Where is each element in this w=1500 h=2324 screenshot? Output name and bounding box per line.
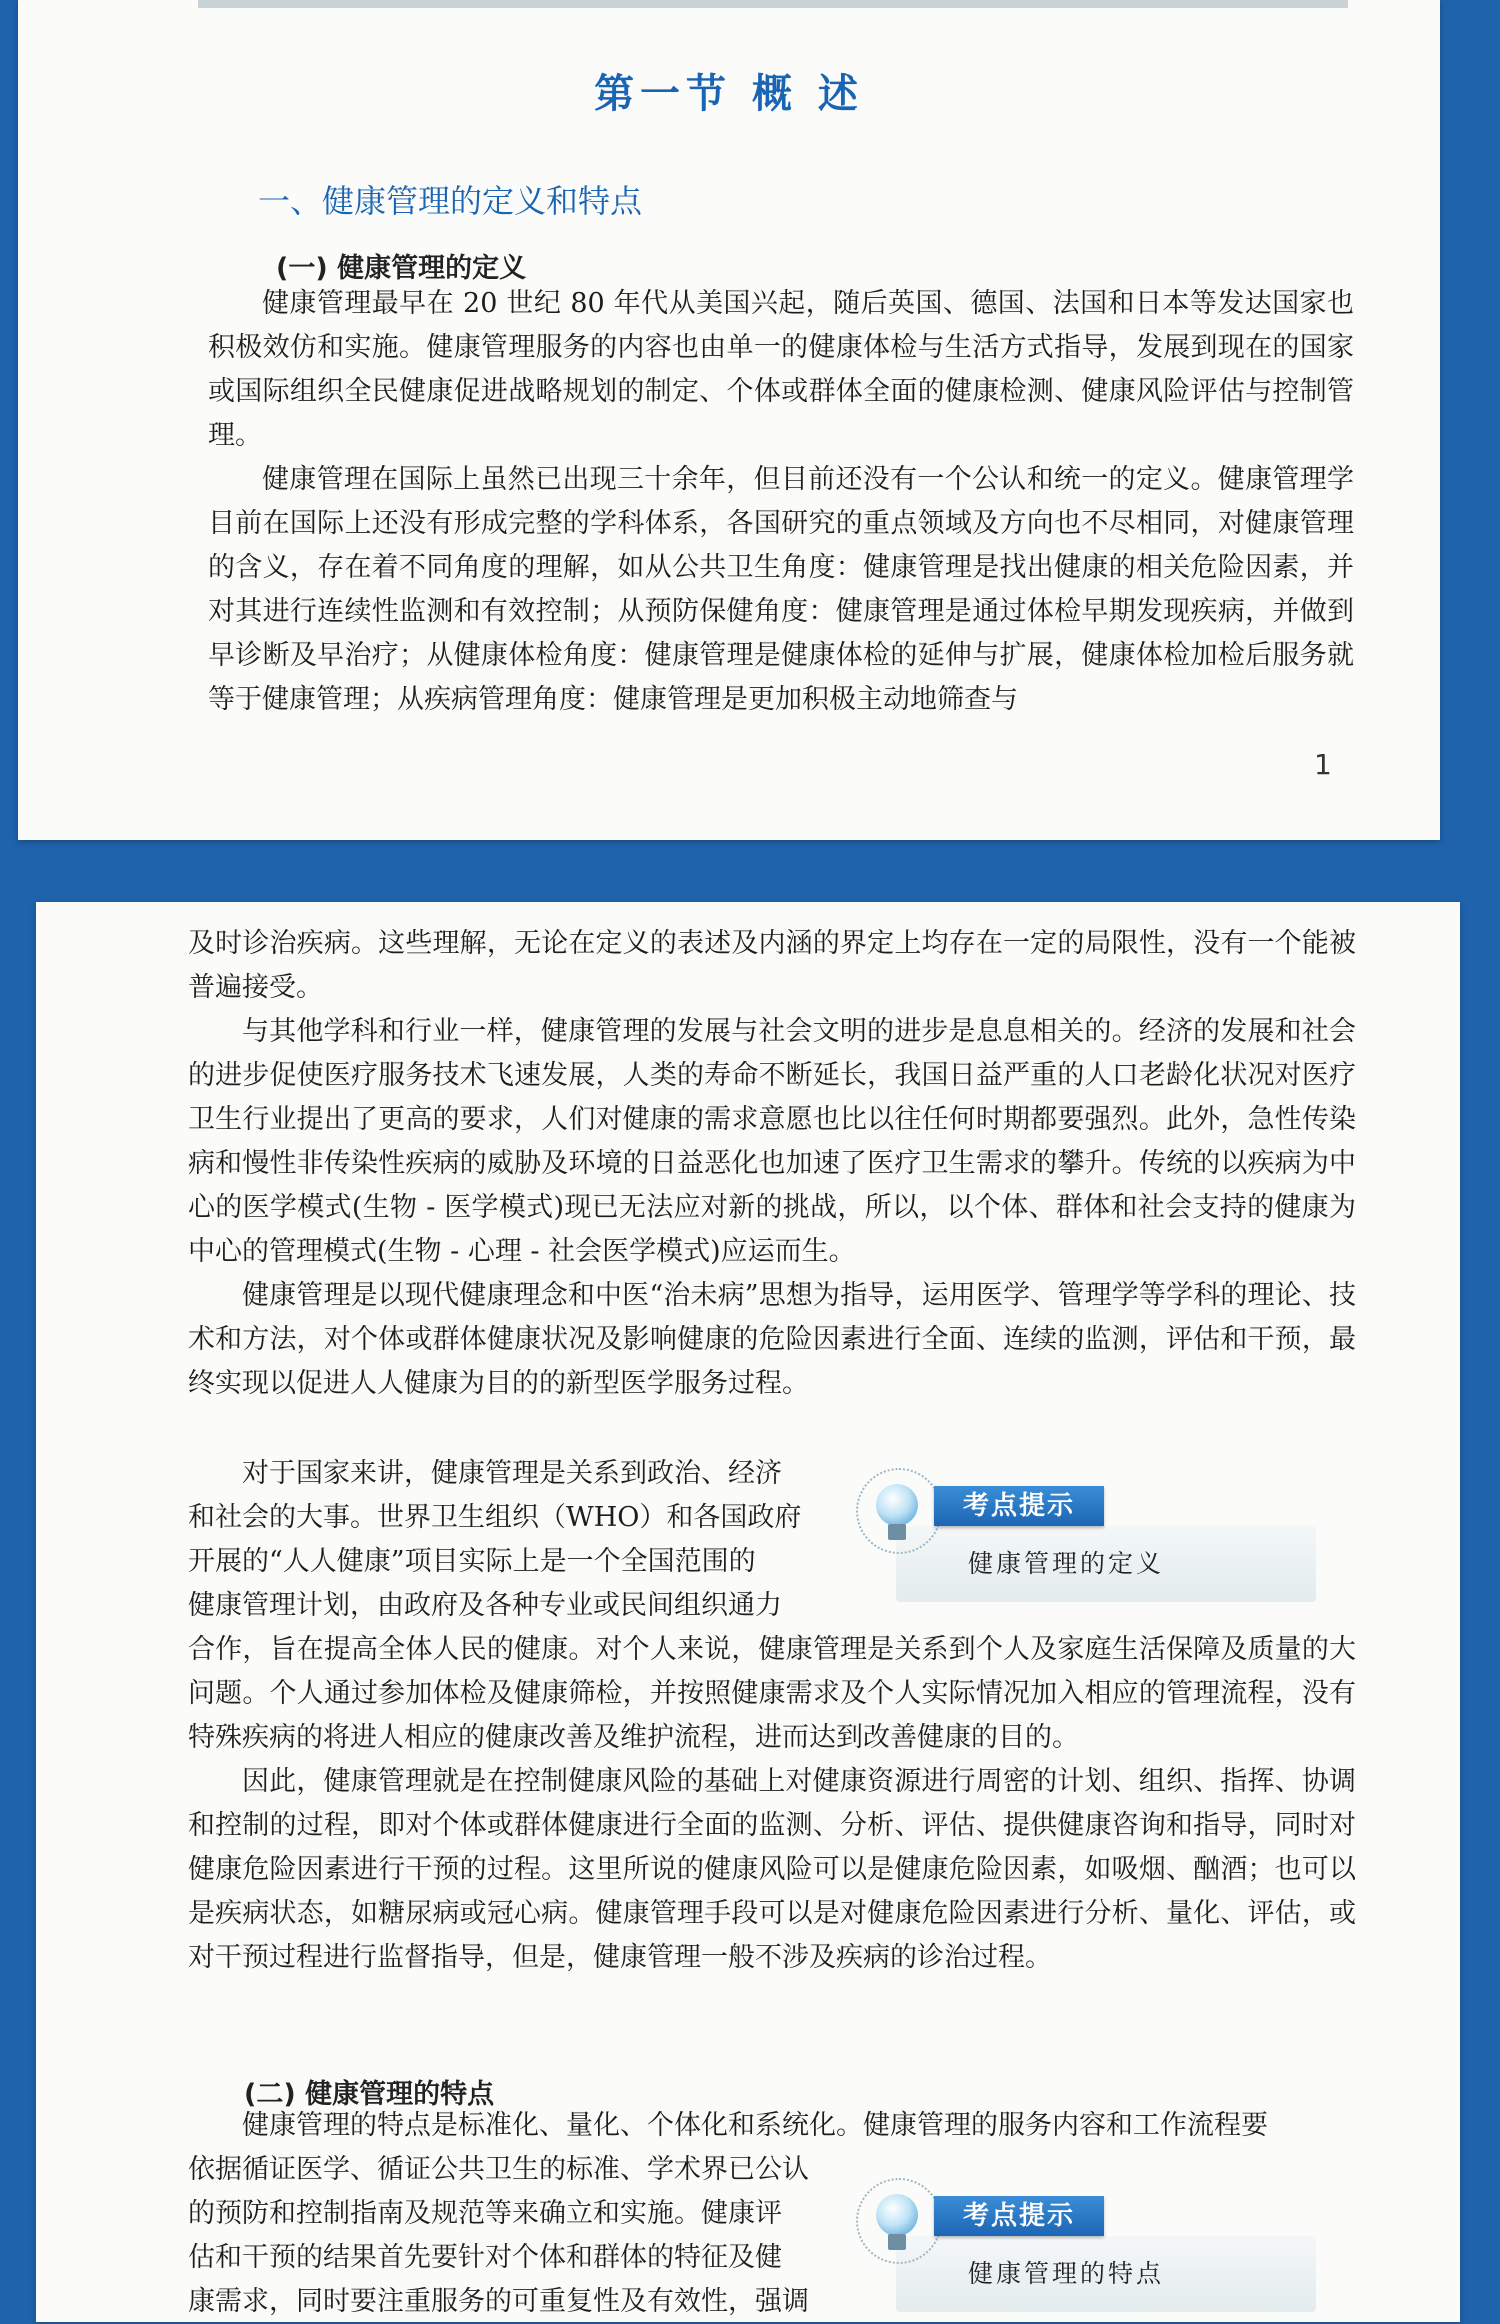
paragraph-national-line-3: 开展的“人人健康”项目实际上是一个全国范围的 xyxy=(188,1546,756,1577)
tip-content: 健康管理的特点 xyxy=(968,2259,1165,2288)
lightbulb-glass xyxy=(876,1484,918,1526)
paragraph-development: 与其他学科和行业一样，健康管理的发展与社会文明的进步是息息相关的。经济的发展和社会的进步促使医疗服务技术飞速发展，人类的寿命不断延长，我国日益严重的人口老龄化状况对医疗卫生行业提出了更高的要求，人们对健康的需求意愿也比以往任何时期都要强烈。此外，急性传染病和慢性非传染性疾病的威胁及环境的日益恶化也加速了医疗卫生需求的攀升。传统的以疾病为中心的医学模式(生物 - 医学模式)现已无法应对新的挑战，所以，以个体、群体和社会支持的健康为中心的管理模式(生物 - 心理 - 社会医学模式)应运而生。 xyxy=(188,1016,1356,1267)
book-page-1 xyxy=(18,0,1440,840)
page-number: 1 xyxy=(1314,748,1332,781)
paragraph-therefore: 因此，健康管理就是在控制健康风险的基础上对健康资源进行周密的计划、组织、指挥、协调和控制的过程，即对个体或群体健康进行全面的监测、分析、评估、提供健康咨询和指导，同时对健康危险因素进行干预的过程。这里所说的健康风险可以是健康危险因素，如吸烟、酗酒；也可以是疾病状态，如糖尿病或冠心病。健康管理手段可以是对健康危险因素进行分析、量化、评估，或对干预过程进行监督指导，但是，健康管理一般不涉及疾病的诊治过程。 xyxy=(188,1766,1356,1973)
subheading-definition: (一) 健康管理的定义 xyxy=(276,253,527,284)
paragraph-national-line-1: 对于国家来讲，健康管理是关系到政治、经济 xyxy=(242,1458,782,1489)
page2-body-top xyxy=(188,922,1356,1406)
tip-label: 考点提示 xyxy=(934,2196,1104,2236)
paragraph-continuation: 及时诊治疾病。这些理解，无论在定义的表述及内涵的界定上均存在一定的局限性，没有一个能被普遍接受。 xyxy=(188,928,1356,1003)
lightbulb-base xyxy=(888,1524,906,1540)
lightbulb-base xyxy=(888,2234,906,2250)
paragraph-national-wrapped xyxy=(188,1452,888,1628)
page1-body xyxy=(208,282,1354,722)
book-page-2 xyxy=(36,902,1460,2322)
paragraph-origin: 健康管理最早在 20 世纪 80 年代从美国兴起，随后英国、德国、法国和日本等发达国家也积极效仿和实施。健康管理服务的内容也由单一的健康体检与生活方式指导，发展到现在的国家或国际组织全民健康促进战略规划的制定、个体或群体全面的健康检测、健康风险评估与控制管理。 xyxy=(208,288,1354,451)
paragraph-features-line-2: 依据循证医学、循证公共卫生的标准、学术界已公认 xyxy=(188,2154,809,2185)
paragraph-national-line-4: 健康管理计划，由政府及各种专业或民间组织通力 xyxy=(188,1590,782,1621)
lightbulb-glass xyxy=(876,2194,918,2236)
page-top-strip xyxy=(198,0,1348,8)
tip-content: 健康管理的定义 xyxy=(968,1549,1165,1578)
exam-tip-definition xyxy=(856,1462,1316,1602)
paragraph-features-line-5: 康需求，同时要注重服务的可重复性及有效性，强调 xyxy=(188,2286,809,2317)
subheading-features: (二) 健康管理的特点 xyxy=(244,2079,495,2110)
paragraph-national-line-2: 和社会的大事。世界卫生组织（WHO）和各国政府 xyxy=(188,1502,802,1533)
page2-body-middle xyxy=(188,1628,1356,1980)
exam-tip-features xyxy=(856,2172,1316,2312)
paragraph-definition-views: 健康管理在国际上虽然已出现三十余年，但目前还没有一个公认和统一的定义。健康管理学目前在国际上还没有形成完整的学科体系，各国研究的重点领域及方向也不尽相同，对健康管理的含义，存在着不同角度的理解，如从公共卫生角度：健康管理是找出健康的相关危险因素，并对其进行连续性监测和有效控制；从预防保健角度：健康管理是通过体检早期发现疾病，并做到早诊断及早治疗；从健康体检角度：健康管理是健康体检的延伸与扩展，健康体检加检后服务就等于健康管理；从疾病管理角度：健康管理是更加积极主动地筛查与 xyxy=(208,464,1354,715)
paragraph-features-first xyxy=(188,2104,1356,2148)
paragraph-features-line-1: 健康管理的特点是标准化、量化、个体化和系统化。健康管理的服务内容和工作流程要 xyxy=(242,2110,1268,2141)
chapter-title: 第一节 概 述 xyxy=(594,71,864,117)
section-heading: 一、健康管理的定义和特点 xyxy=(258,182,643,220)
paragraph-features-line-3: 的预防和控制指南及规范等来确立和实施。健康评 xyxy=(188,2198,782,2229)
paragraph-features-line-4: 估和干预的结果首先要针对个体和群体的特征及健 xyxy=(188,2242,782,2273)
paragraph-features-wrapped xyxy=(188,2148,888,2324)
tip-label: 考点提示 xyxy=(934,1486,1104,1526)
paragraph-national-rest: 合作，旨在提高全体人民的健康。对个人来说，健康管理是关系到个人及家庭生活保障及质量的大问题。个人通过参加体检及健康筛检，并按照健康需求及个人实际情况加入相应的管理流程，没有特殊疾病的将进人相应的健康改善及维护流程，进而达到改善健康的目的。 xyxy=(188,1634,1356,1753)
paragraph-concept: 健康管理是以现代健康理念和中医“治未病”思想为指导，运用医学、管理学等学科的理论、技术和方法，对个体或群体健康状况及影响健康的危险因素进行全面、连续的监测，评估和干预，最终实现以促进人人健康为目的的新型医学服务过程。 xyxy=(188,1280,1356,1399)
